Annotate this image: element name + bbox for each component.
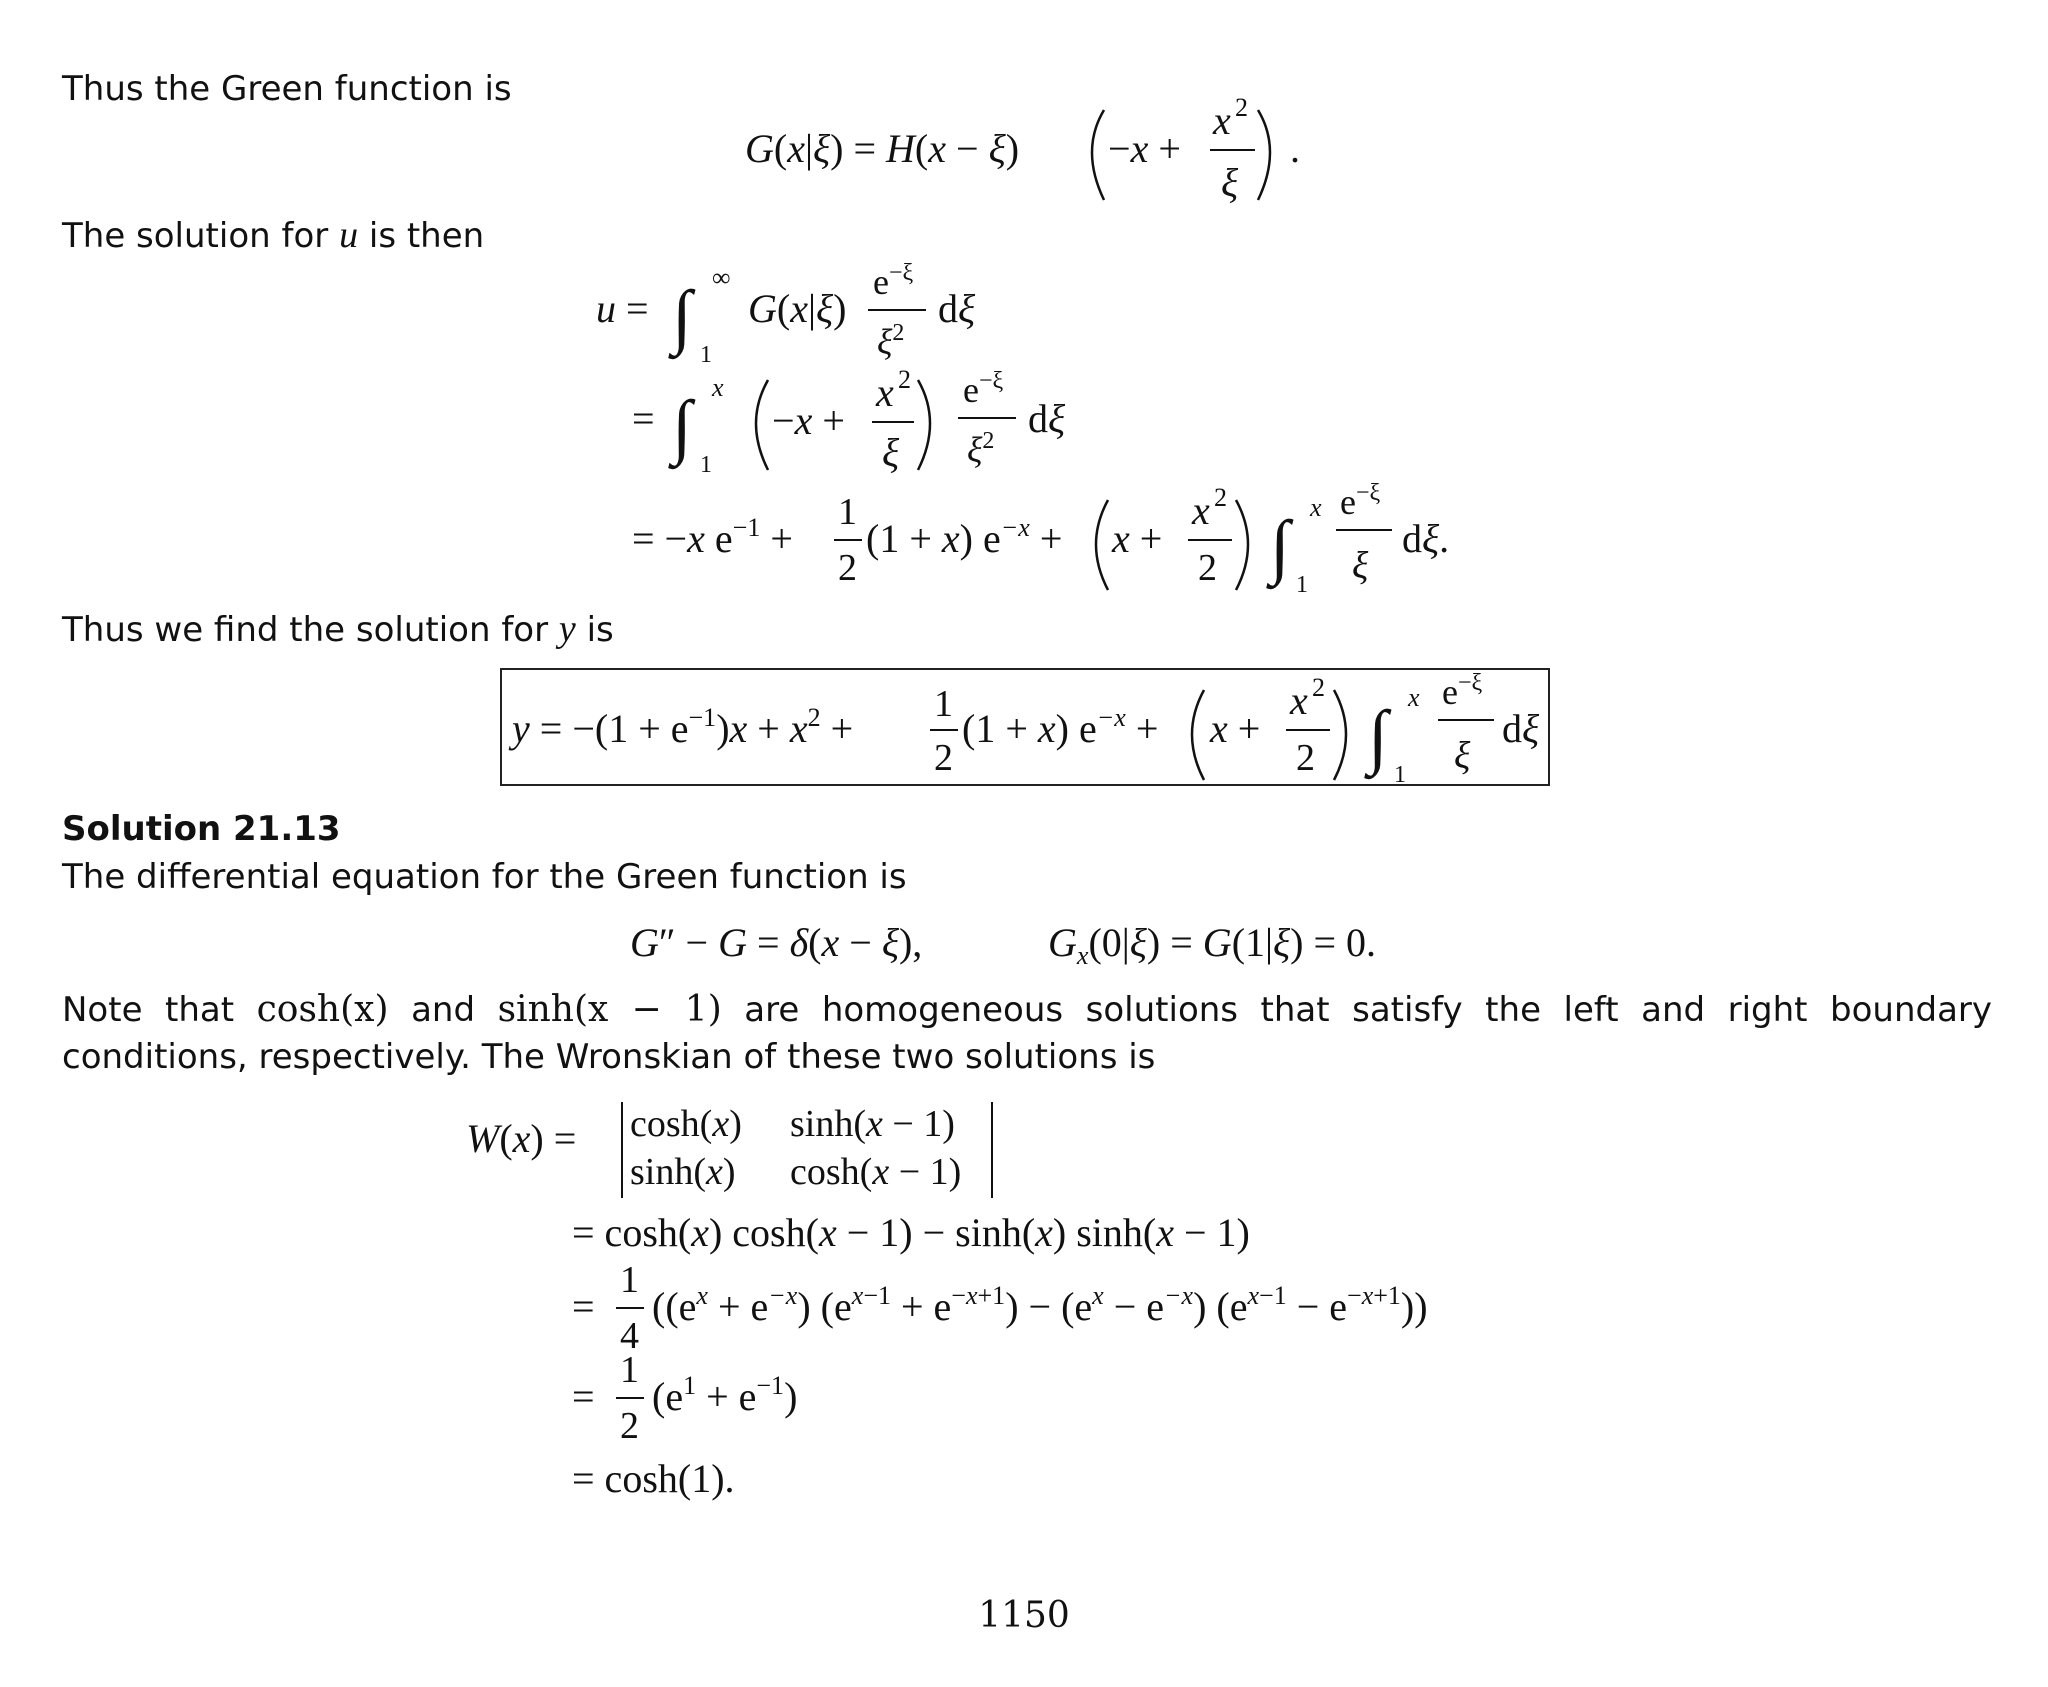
svg-text:ξ2: $\xi^2$ — [967, 428, 995, 470]
svg-text:2: 2 — [1198, 547, 1217, 589]
svg-text:ξ2: $\xi^2$ — [877, 320, 905, 362]
svg-text:G(x|ξ) = H(x − ξ): G(x|ξ) = H(x − ξ) — [745, 126, 1020, 171]
solution-heading: Solution 21.13 — [62, 809, 341, 849]
svg-text:x: x — [712, 373, 724, 402]
svg-text:=: = — [572, 1284, 595, 1329]
y-solution-intro: Thus we find the solution for y is — [62, 608, 614, 650]
svg-text:(1 + x) e−x +: (1 + x) $e^{-x}$ + — [866, 513, 1063, 561]
svg-text:1: 1 — [700, 342, 712, 368]
u-solution-equations — [0, 250, 2048, 610]
svg-text:1: 1 — [934, 683, 953, 725]
svg-text:sinh(x): sinh(x) — [630, 1151, 736, 1193]
svg-text:= cosh(1).: = cosh(1). — [572, 1456, 735, 1501]
svg-text:e−ξ: $e^{-\xi}$ — [873, 260, 914, 302]
homogeneous-solutions-note: Note that cosh(x) and sinh(x − 1) are homogeneous solutions that satisfy the left and right boundary conditions, respectively. The Wronskian of these two solutions is — [62, 989, 1993, 1077]
svg-text:2: 2 — [1296, 737, 1315, 779]
svg-text:=: = — [632, 396, 655, 441]
page-number: 1150 — [978, 1595, 1070, 1636]
svg-text:∫: ∫ — [1368, 696, 1388, 776]
svg-text:x: x — [1213, 98, 1231, 143]
svg-text:dξ.: dξ. — [1402, 516, 1450, 561]
svg-text:G(x|ξ): G(x|ξ) — [748, 286, 847, 331]
svg-text:2: 2 — [620, 1405, 639, 1447]
green-differential-equation — [0, 900, 2048, 980]
svg-text:4: 4 — [620, 1315, 639, 1357]
svg-text:2: 2 — [898, 365, 911, 394]
svg-text:x: x — [1408, 683, 1420, 712]
svg-text:=: = — [572, 1374, 595, 1419]
svg-text:W(x) =: W(x) = — [466, 1116, 577, 1161]
svg-text:−x +: −x + — [1108, 126, 1181, 171]
svg-text:dξ: dξ — [938, 286, 976, 331]
svg-text:1: 1 — [700, 452, 712, 478]
svg-text:1: 1 — [1394, 762, 1406, 788]
svg-text:Gx(0|ξ) = G(1|ξ) = 0.: $G_x(0|\xi) = G(1|\xi) = 0$. — [1048, 920, 1377, 970]
svg-text:−x +: −x + — [772, 398, 845, 443]
svg-text:2: 2 — [1214, 483, 1227, 512]
svg-text:∫: ∫ — [1270, 506, 1290, 586]
svg-text:cosh(x − 1): cosh(x − 1) — [790, 1151, 962, 1193]
svg-text:1: 1 — [838, 491, 857, 533]
svg-text:e−ξ: $e^{-\xi}$ — [963, 368, 1004, 410]
svg-text:2: 2 — [838, 547, 857, 589]
svg-text:G″ − G = δ(x − ξ),: G″ − G = δ(x − ξ), — [630, 920, 923, 965]
svg-text:ξ: ξ — [1221, 160, 1239, 205]
wronskian-equations — [0, 1090, 2048, 1530]
svg-text:dξ: dξ — [1502, 706, 1540, 751]
svg-text:e−ξ: $e^{-\xi}$ — [1442, 670, 1483, 712]
svg-text:2: 2 — [934, 737, 953, 779]
green-function-intro: Thus the Green function is — [62, 69, 512, 109]
svg-text:∞: ∞ — [712, 263, 731, 292]
svg-text:∫: ∫ — [672, 386, 692, 466]
svg-text:((ex + e−x) (ex−1 + e−x+1) − (: $((e^x + e^{-x}) (e^x-1 + e^-x+1) - (e^x - e^{-x}) (e^x-1 - e^-x+1))$ — [652, 1281, 1428, 1329]
svg-text:ξ: ξ — [1454, 735, 1471, 777]
svg-text:1: 1 — [1296, 572, 1308, 598]
svg-text:ξ: ξ — [882, 430, 900, 475]
svg-text:dξ: dξ — [1028, 396, 1066, 441]
svg-text:x: x — [1192, 488, 1210, 533]
svg-text:.: . — [1290, 126, 1300, 171]
y-solution-equation — [0, 660, 2048, 820]
svg-text:x: x — [876, 370, 894, 415]
differential-equation-intro: The differential equation for the Green function is — [62, 857, 907, 897]
svg-text:(1 + x) e−x +: (1 + x) $e^{-x}$ + — [962, 703, 1159, 751]
svg-text:∫: ∫ — [672, 276, 692, 356]
svg-text:(e1 + e−1): $(e^1 + e^{-1})$ — [652, 1371, 798, 1419]
svg-text:x: x — [1310, 493, 1322, 522]
svg-text:= cosh(x) cosh(x − 1) − sinh(x: = cosh(x) cosh(x − 1) − sinh(x) sinh(x − 1) — [572, 1210, 1250, 1255]
svg-text:y = −(1 + e−1)x + x2 +: $y = -(1 + e^{-1})x + x^2$ + — [512, 703, 854, 751]
svg-text:x: x — [1290, 678, 1308, 723]
svg-text:sinh(x − 1): sinh(x − 1) — [790, 1103, 955, 1145]
svg-text:1: 1 — [620, 1259, 639, 1301]
svg-text:e−ξ: $e^{-\xi}$ — [1340, 480, 1381, 522]
svg-text:1: 1 — [620, 1349, 639, 1391]
svg-text:ξ: ξ — [1352, 545, 1369, 587]
svg-text:= −x e−1 +: = −x $e^{-1}$ + — [632, 513, 793, 561]
svg-text:x +: x + — [1112, 516, 1163, 561]
green-function-equation — [0, 0, 2048, 220]
svg-text:cosh(x): cosh(x) — [630, 1103, 742, 1145]
svg-text:x +: x + — [1210, 706, 1261, 751]
u-solution-intro: The solution for u is then — [62, 214, 485, 256]
svg-text:2: 2 — [1235, 93, 1248, 122]
svg-text:u =: u = — [596, 286, 649, 331]
svg-text:2: 2 — [1312, 673, 1325, 702]
